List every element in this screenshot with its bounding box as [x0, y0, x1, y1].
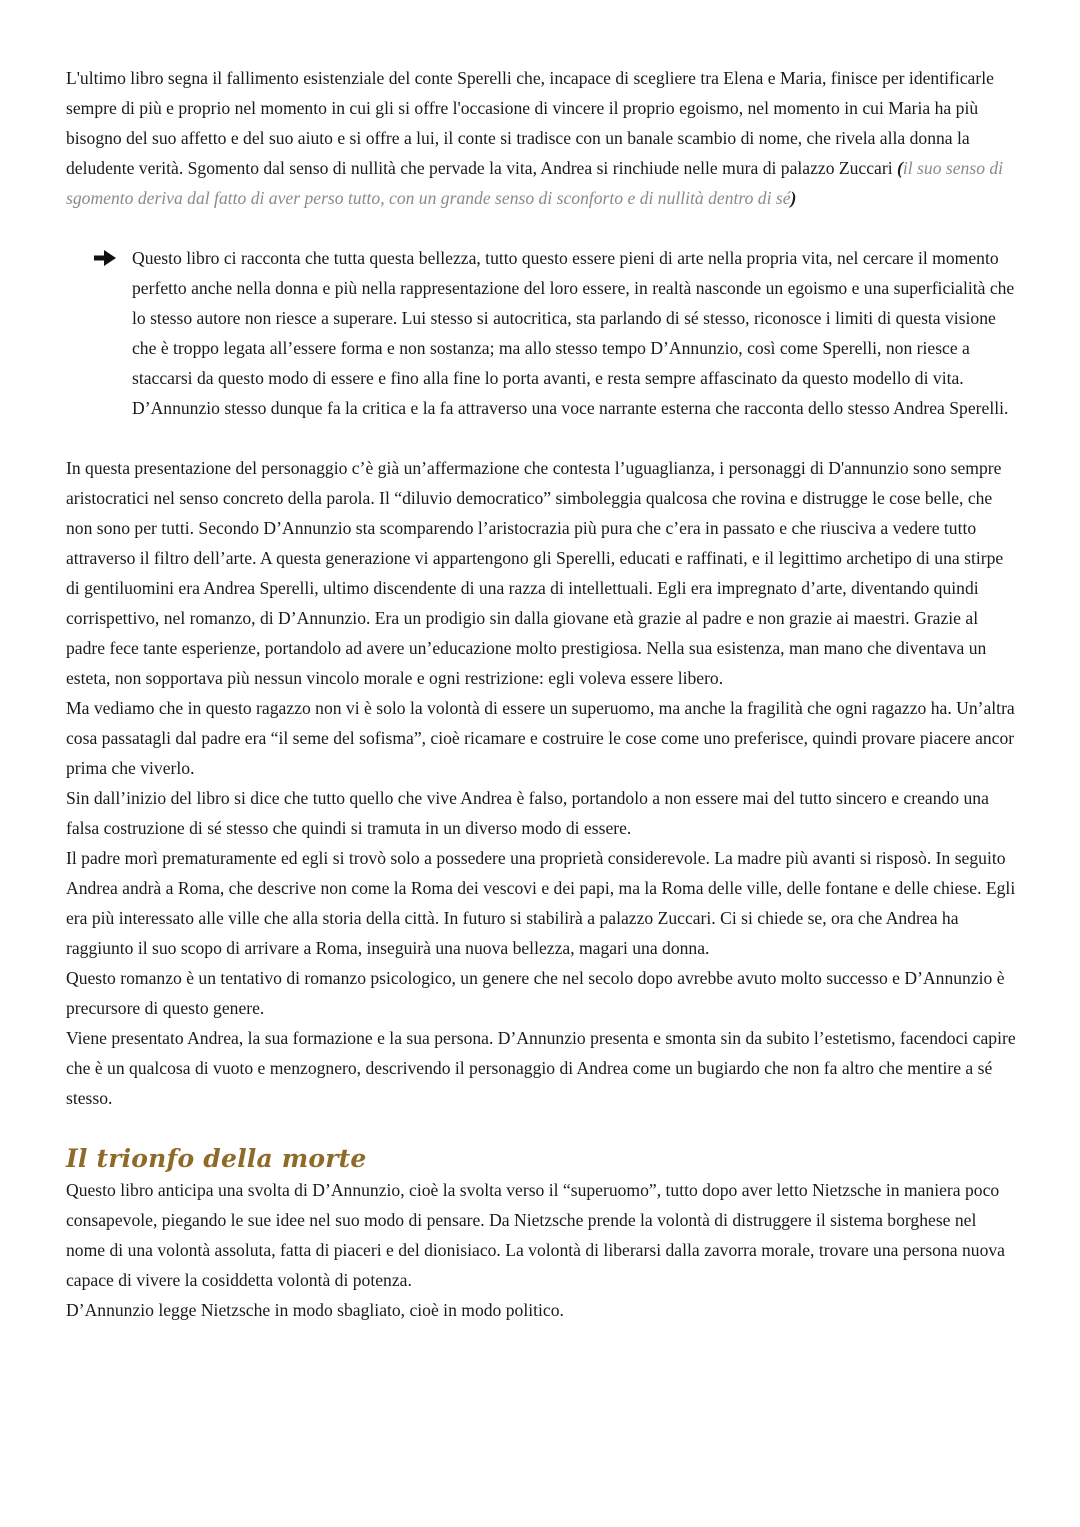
- arrow-right-icon: [94, 250, 116, 266]
- section-paragraph-1: Questo libro anticipa una svolta di D’Annunzio, cioè la svolta verso il “superuomo”, tutto dopo aver letto Nietzsche in maniera poco consapevole, piegando le sue idee nel suo modo di pensare. Da Nietzsche prende la volontà di distruggere il sistema borghese nel nome di una volontà assoluta, fatta di piaceri e del dionisiaco. La volontà di liberarsi dalla zavorra morale, trovare una persona nuova capace di vivere la cosiddetta volontà di potenza.: [66, 1180, 1005, 1290]
- body-paragraph-3: Sin dall’inizio del libro si dice che tutto quello che vive Andrea è falso, portandolo a non essere mai del tutto sincero e creando una falsa costruzione di sé stesso che quindi si tramuta in un diverso modo di essere.: [66, 788, 989, 838]
- body-paragraph-4: Il padre morì prematuramente ed egli si trovò solo a possedere una proprietà considerevole. La madre più avanti si risposò. In seguito Andrea andrà a Roma, che descrive non come la Roma dei vescovi e dei papi, ma la Roma delle ville, delle fontane e delle chiese. Egli era più interessato alle ville che alla storia della città. In futuro si stabilirà a palazzo Zuccari. Ci si chiede se, ora che Andrea ha raggiunto il suo scopo di arrivare a Roma, inseguirà una nuova bellezza, magari una donna.: [66, 848, 1016, 958]
- intro-note: il suo senso di sgomento deriva dal fatto di aver perso tutto, con un grande senso di sconforto e di nullità dentro di sé: [66, 158, 1004, 208]
- intro-text: L'ultimo libro segna il fallimento esistenziale del conte Sperelli che, incapace di scegliere tra Elena e Maria, finisce per identificarle sempre di più e proprio nel momento in cui gli si offre l'occasione di vincere il proprio egoismo, nel momento in cui Maria ha più bisogno del suo affetto e del suo aiuto e si offre a lui, il conte si tradisce con un banale scambio di nome, che rivela alla donna la deludente verità. Sgomento dal senso di nullità che pervade la vita, Andrea si rinchiude nelle mura di palazzo Zuccari: [66, 68, 994, 178]
- intro-note-close: ): [790, 188, 797, 208]
- arrow-point-text: Questo libro ci racconta che tutta questa bellezza, tutto questo essere pieni di arte nella propria vita, nel cercare il momento perfetto anche nella donna e più nella rappresentazione del loro essere, in realtà nasconde un egoismo e una superficialità che lo stesso autore non riesce a superare. Lui stesso si autocritica, sta parlando di sé stesso, riconosce i limiti di questa visione che è troppo legata all’essere forma e non sostanza; ma allo stesso tempo D’Annunzio, così come Sperelli, non riesce a staccarsi da questo modo di essere e fino alla fine lo porta avanti, e resta sempre affascinato da questo modello di vita. D’Annunzio stesso dunque fa la critica e la fa attraverso una voce narrante esterna che racconta dello stesso Andrea Sperelli.: [132, 248, 1015, 418]
- section-paragraph-2: D’Annunzio legge Nietzsche in modo sbagliato, cioè in modo politico.: [66, 1300, 564, 1320]
- body-block: [66, 453, 1018, 1113]
- intro-paragraph: [66, 63, 1018, 213]
- body-paragraph-1: In questa presentazione del personaggio c’è già un’affermazione che contesta l’uguaglianza, i personaggi di D'annunzio sono sempre aristocratici nel senso concreto della parola. Il “diluvio democratico” simboleggia qualcosa che rovina e distrugge le cose belle, che non sono per tutti. Secondo D’Annunzio sta scomparendo l’aristocrazia più pura che c’era in passato e che riusciva a vedere tutto attraverso il filtro dell’arte. A questa generazione vi appartengono gli Sperelli, educati e raffinati, e il legittimo archetipo di una stirpe di gentiluomini era Andrea Sperelli, ultimo discendente di una razza di intellettuali. Egli era impregnato d’arte, diventando quindi corrispettivo, nel romanzo, di D’Annunzio. Era un prodigio sin dalla giovane età grazie al padre e non grazie ai maestri. Grazie al padre fece tante esperienze, portandolo ad avere un’educazione molto prestigiosa. Nella sua esistenza, man mano che diventava un esteta, non sopportava più nessun vincolo morale e ogni restrizione: egli voleva essere libero.: [66, 458, 1004, 688]
- body-paragraph-2: Ma vediamo che in questo ragazzo non vi è solo la volontà di essere un superuomo, ma anche la fragilità che ogni ragazzo ha. Un’altra cosa passatagli dal padre era “il seme del sofisma”, cioè ricamare e costruire le cose come uno preferisce, quindi provare piacere ancor prima che viverlo.: [66, 698, 1015, 778]
- body-paragraph-6: Viene presentato Andrea, la sua formazione e la sua persona. D’Annunzio presenta e smonta sin da subito l’estetismo, facendoci capire che è un qualcosa di vuoto e menzognero, descrivendo il personaggio di Andrea come un bugiardo che non fa altro che mentire a sé stesso.: [66, 1028, 1016, 1108]
- intro-note-open: (: [897, 158, 903, 178]
- body-paragraph-5: Questo romanzo è un tentativo di romanzo psicologico, un genere che nel secolo dopo avrebbe avuto molto successo e D’Annunzio è precursore di questo genere.: [66, 968, 1005, 1018]
- section-title: Il trionfo della morte: [66, 1144, 367, 1173]
- arrow-point: [66, 243, 1018, 423]
- document-page: [66, 63, 1018, 1325]
